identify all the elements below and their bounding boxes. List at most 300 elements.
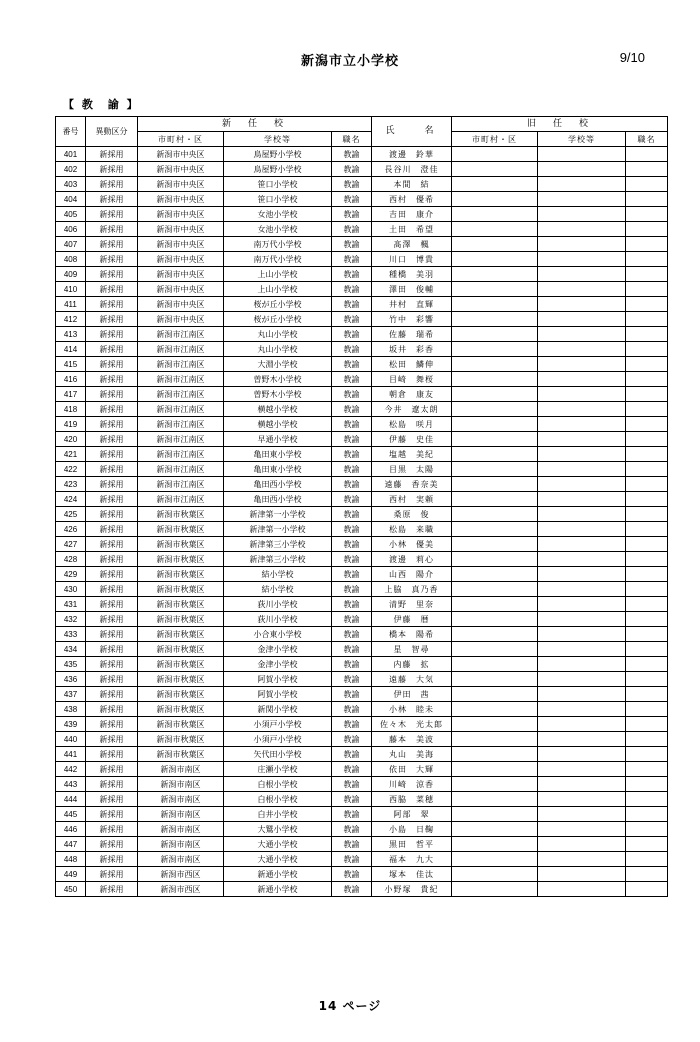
cell-kubun: 新採用 <box>86 477 138 492</box>
cell-no: 417 <box>56 387 86 402</box>
cell-kubun: 新採用 <box>86 207 138 222</box>
cell-name: 種橋 美羽 <box>372 267 452 282</box>
cell-name: 朝倉 康友 <box>372 387 452 402</box>
cell-name: 小林 優美 <box>372 537 452 552</box>
cell-new-school: 桜が丘小学校 <box>224 297 332 312</box>
cell-new-post: 教諭 <box>332 237 372 252</box>
cell-kubun: 新採用 <box>86 462 138 477</box>
cell-no: 415 <box>56 357 86 372</box>
cell-new-school: 新通小学校 <box>224 867 332 882</box>
header-old-group: 旧 任 校 <box>452 117 668 132</box>
cell-kubun: 新採用 <box>86 357 138 372</box>
cell-new-city: 新潟市秋葉区 <box>138 627 224 642</box>
cell-old-post <box>626 357 668 372</box>
cell-no: 443 <box>56 777 86 792</box>
cell-new-city: 新潟市中央区 <box>138 252 224 267</box>
cell-old-school <box>538 732 626 747</box>
cell-no: 430 <box>56 582 86 597</box>
cell-new-school: 小須戸小学校 <box>224 732 332 747</box>
cell-old-post <box>626 192 668 207</box>
table-row <box>56 462 668 477</box>
table-row <box>56 657 668 672</box>
cell-old-post <box>626 402 668 417</box>
cell-new-city: 新潟市南区 <box>138 777 224 792</box>
table-row <box>56 762 668 777</box>
table-row <box>56 267 668 282</box>
cell-no: 410 <box>56 282 86 297</box>
table-row <box>56 852 668 867</box>
table-row <box>56 537 668 552</box>
cell-kubun: 新採用 <box>86 852 138 867</box>
cell-kubun: 新採用 <box>86 552 138 567</box>
cell-old-post <box>626 372 668 387</box>
cell-no: 442 <box>56 762 86 777</box>
cell-old-post <box>626 477 668 492</box>
cell-kubun: 新採用 <box>86 237 138 252</box>
cell-name: 渡邊 莉心 <box>372 552 452 567</box>
cell-no: 437 <box>56 687 86 702</box>
cell-new-post: 教諭 <box>332 297 372 312</box>
cell-new-school: 白根小学校 <box>224 777 332 792</box>
cell-name: 上脇 真乃香 <box>372 582 452 597</box>
cell-old-school <box>538 762 626 777</box>
cell-new-school: 上山小学校 <box>224 282 332 297</box>
cell-old-post <box>626 492 668 507</box>
cell-name: 小野塚 貴紀 <box>372 882 452 897</box>
cell-no: 431 <box>56 597 86 612</box>
cell-no: 450 <box>56 882 86 897</box>
cell-name: 遠藤 香奈美 <box>372 477 452 492</box>
cell-new-city: 新潟市江南区 <box>138 387 224 402</box>
cell-new-school: 結小学校 <box>224 582 332 597</box>
cell-name: 福本 九大 <box>372 852 452 867</box>
cell-old-post <box>626 852 668 867</box>
cell-old-post <box>626 507 668 522</box>
table-row <box>56 147 668 162</box>
cell-old-post <box>626 147 668 162</box>
cell-old-post <box>626 837 668 852</box>
table-row <box>56 732 668 747</box>
cell-new-school: 荻川小学校 <box>224 612 332 627</box>
header-old-post: 職名 <box>626 132 668 147</box>
cell-new-school: 庄瀬小学校 <box>224 762 332 777</box>
cell-new-post: 教諭 <box>332 792 372 807</box>
table-row <box>56 597 668 612</box>
cell-no: 424 <box>56 492 86 507</box>
cell-name: 内藤 拡 <box>372 657 452 672</box>
cell-new-post: 教諭 <box>332 702 372 717</box>
cell-new-city: 新潟市中央区 <box>138 162 224 177</box>
cell-new-post: 教諭 <box>332 717 372 732</box>
cell-old-school <box>538 252 626 267</box>
cell-name: 土田 希望 <box>372 222 452 237</box>
cell-old-school <box>538 312 626 327</box>
cell-new-school: 結小学校 <box>224 567 332 582</box>
cell-name: 伊田 茜 <box>372 687 452 702</box>
cell-new-city: 新潟市秋葉区 <box>138 582 224 597</box>
cell-new-post: 教諭 <box>332 387 372 402</box>
cell-old-post <box>626 462 668 477</box>
cell-kubun: 新採用 <box>86 537 138 552</box>
cell-new-post: 教諭 <box>332 162 372 177</box>
cell-new-school: 大通小学校 <box>224 852 332 867</box>
cell-new-school: 金津小学校 <box>224 657 332 672</box>
cell-no: 449 <box>56 867 86 882</box>
cell-old-post <box>626 807 668 822</box>
table-row <box>56 237 668 252</box>
cell-no: 435 <box>56 657 86 672</box>
cell-new-school: 小合東小学校 <box>224 627 332 642</box>
table-row <box>56 507 668 522</box>
cell-name: 小島 日鞠 <box>372 822 452 837</box>
cell-old-city <box>452 162 538 177</box>
cell-old-school <box>538 447 626 462</box>
cell-old-city <box>452 147 538 162</box>
cell-old-school <box>538 327 626 342</box>
cell-old-school <box>538 357 626 372</box>
table-row <box>56 177 668 192</box>
cell-old-city <box>452 417 538 432</box>
header-new-city: 市町村・区 <box>138 132 224 147</box>
cell-name: 伊藤 史佳 <box>372 432 452 447</box>
cell-new-post: 教諭 <box>332 522 372 537</box>
cell-old-city <box>452 432 538 447</box>
cell-old-school <box>538 747 626 762</box>
cell-no: 418 <box>56 402 86 417</box>
cell-new-post: 教諭 <box>332 762 372 777</box>
cell-old-post <box>626 237 668 252</box>
cell-new-school: 南万代小学校 <box>224 252 332 267</box>
cell-kubun: 新採用 <box>86 522 138 537</box>
cell-old-post <box>626 657 668 672</box>
cell-old-school <box>538 177 626 192</box>
cell-new-post: 教諭 <box>332 372 372 387</box>
table-row <box>56 807 668 822</box>
cell-no: 405 <box>56 207 86 222</box>
page-title: 新潟市立小学校 <box>300 54 399 69</box>
cell-new-school: 早通小学校 <box>224 432 332 447</box>
cell-old-city <box>452 672 538 687</box>
cell-kubun: 新採用 <box>86 297 138 312</box>
table-row <box>56 882 668 897</box>
assignment-table <box>55 116 668 897</box>
cell-new-school: 阿賀小学校 <box>224 687 332 702</box>
cell-new-school: 鳥屋野小学校 <box>224 147 332 162</box>
cell-new-post: 教諭 <box>332 837 372 852</box>
table-row <box>56 747 668 762</box>
cell-old-school <box>538 522 626 537</box>
cell-name: 塚本 佳汰 <box>372 867 452 882</box>
cell-old-post <box>626 552 668 567</box>
cell-new-school: 上山小学校 <box>224 267 332 282</box>
cell-no: 411 <box>56 297 86 312</box>
cell-new-post: 教諭 <box>332 312 372 327</box>
cell-old-post <box>626 327 668 342</box>
cell-name: 黒田 哲平 <box>372 837 452 852</box>
cell-old-school <box>538 222 626 237</box>
cell-no: 428 <box>56 552 86 567</box>
table-row <box>56 387 668 402</box>
cell-old-post <box>626 387 668 402</box>
cell-old-city <box>452 297 538 312</box>
cell-no: 439 <box>56 717 86 732</box>
cell-new-school: 新津第三小学校 <box>224 537 332 552</box>
cell-kubun: 新採用 <box>86 687 138 702</box>
cell-old-school <box>538 282 626 297</box>
cell-old-school <box>538 582 626 597</box>
cell-kubun: 新採用 <box>86 642 138 657</box>
cell-kubun: 新採用 <box>86 792 138 807</box>
cell-name: 井村 直輝 <box>372 297 452 312</box>
cell-new-post: 教諭 <box>332 222 372 237</box>
cell-old-city <box>452 462 538 477</box>
cell-old-school <box>538 192 626 207</box>
cell-new-post: 教諭 <box>332 867 372 882</box>
cell-new-city: 新潟市中央区 <box>138 147 224 162</box>
cell-new-school: 白根小学校 <box>224 792 332 807</box>
cell-no: 404 <box>56 192 86 207</box>
cell-old-city <box>452 312 538 327</box>
cell-new-city: 新潟市中央区 <box>138 237 224 252</box>
cell-old-school <box>538 627 626 642</box>
cell-no: 416 <box>56 372 86 387</box>
cell-kubun: 新採用 <box>86 447 138 462</box>
cell-no: 425 <box>56 507 86 522</box>
cell-kubun: 新採用 <box>86 777 138 792</box>
cell-new-city: 新潟市西区 <box>138 882 224 897</box>
cell-old-city <box>452 507 538 522</box>
cell-name: 澤田 俊輔 <box>372 282 452 297</box>
cell-old-post <box>626 867 668 882</box>
cell-new-city: 新潟市秋葉区 <box>138 747 224 762</box>
cell-new-school: 新津第一小学校 <box>224 507 332 522</box>
cell-kubun: 新採用 <box>86 837 138 852</box>
cell-new-post: 教諭 <box>332 687 372 702</box>
table-row <box>56 372 668 387</box>
cell-new-city: 新潟市秋葉区 <box>138 612 224 627</box>
cell-old-city <box>452 837 538 852</box>
cell-old-post <box>626 777 668 792</box>
cell-kubun: 新採用 <box>86 282 138 297</box>
cell-new-city: 新潟市秋葉区 <box>138 522 224 537</box>
cell-new-school: 荻川小学校 <box>224 597 332 612</box>
cell-new-post: 教諭 <box>332 447 372 462</box>
cell-new-school: 横越小学校 <box>224 417 332 432</box>
cell-new-school: 亀田東小学校 <box>224 462 332 477</box>
cell-new-city: 新潟市江南区 <box>138 417 224 432</box>
cell-new-post: 教諭 <box>332 282 372 297</box>
cell-old-city <box>452 537 538 552</box>
cell-old-post <box>626 822 668 837</box>
cell-new-city: 新潟市秋葉区 <box>138 642 224 657</box>
header-new-group: 新 任 校 <box>138 117 372 132</box>
cell-old-school <box>538 852 626 867</box>
cell-name: 川口 博貴 <box>372 252 452 267</box>
cell-kubun: 新採用 <box>86 747 138 762</box>
cell-name: 西脇 菜穂 <box>372 792 452 807</box>
cell-old-school <box>538 372 626 387</box>
cell-new-school: 南万代小学校 <box>224 237 332 252</box>
cell-old-city <box>452 207 538 222</box>
cell-new-city: 新潟市江南区 <box>138 402 224 417</box>
cell-old-school <box>538 492 626 507</box>
cell-name: 西村 優希 <box>372 192 452 207</box>
cell-old-post <box>626 882 668 897</box>
cell-old-city <box>452 342 538 357</box>
cell-kubun: 新採用 <box>86 672 138 687</box>
cell-old-school <box>538 417 626 432</box>
cell-name: 佐藤 瑞希 <box>372 327 452 342</box>
table-row <box>56 402 668 417</box>
cell-kubun: 新採用 <box>86 627 138 642</box>
cell-new-post: 教諭 <box>332 267 372 282</box>
cell-new-city: 新潟市西区 <box>138 867 224 882</box>
cell-old-post <box>626 312 668 327</box>
cell-new-city: 新潟市中央区 <box>138 282 224 297</box>
table-row <box>56 867 668 882</box>
table-row <box>56 417 668 432</box>
cell-old-school <box>538 822 626 837</box>
cell-old-school <box>538 477 626 492</box>
cell-old-school <box>538 867 626 882</box>
cell-old-school <box>538 462 626 477</box>
cell-new-school: 小須戸小学校 <box>224 717 332 732</box>
cell-old-school <box>538 402 626 417</box>
cell-new-post: 教諭 <box>332 657 372 672</box>
cell-kubun: 新採用 <box>86 252 138 267</box>
cell-old-city <box>452 522 538 537</box>
cell-kubun: 新採用 <box>86 342 138 357</box>
cell-old-city <box>452 267 538 282</box>
cell-old-city <box>452 777 538 792</box>
table-row <box>56 627 668 642</box>
cell-new-post: 教諭 <box>332 207 372 222</box>
cell-old-city <box>452 747 538 762</box>
cell-new-city: 新潟市江南区 <box>138 432 224 447</box>
cell-new-school: 新津第三小学校 <box>224 552 332 567</box>
cell-new-city: 新潟市秋葉区 <box>138 687 224 702</box>
cell-new-post: 教諭 <box>332 147 372 162</box>
cell-kubun: 新採用 <box>86 507 138 522</box>
cell-new-school: 丸山小学校 <box>224 342 332 357</box>
cell-old-post <box>626 732 668 747</box>
cell-new-post: 教諭 <box>332 567 372 582</box>
cell-kubun: 新採用 <box>86 612 138 627</box>
table-row <box>56 717 668 732</box>
cell-name: 依田 大輝 <box>372 762 452 777</box>
cell-name: 目黒 太陽 <box>372 462 452 477</box>
cell-new-post: 教諭 <box>332 747 372 762</box>
cell-old-school <box>538 162 626 177</box>
cell-new-city: 新潟市江南区 <box>138 357 224 372</box>
cell-old-city <box>452 792 538 807</box>
cell-new-school: 新通小学校 <box>224 882 332 897</box>
cell-old-city <box>452 477 538 492</box>
cell-kubun: 新採用 <box>86 717 138 732</box>
cell-kubun: 新採用 <box>86 582 138 597</box>
cell-old-school <box>538 147 626 162</box>
cell-kubun: 新採用 <box>86 312 138 327</box>
cell-old-city <box>452 222 538 237</box>
cell-old-school <box>538 597 626 612</box>
cell-no: 436 <box>56 672 86 687</box>
cell-old-city <box>452 732 538 747</box>
cell-old-post <box>626 297 668 312</box>
cell-old-school <box>538 552 626 567</box>
header-kubun: 異動区分 <box>86 117 138 147</box>
cell-new-post: 教諭 <box>332 417 372 432</box>
cell-new-post: 教諭 <box>332 777 372 792</box>
cell-no: 441 <box>56 747 86 762</box>
cell-old-school <box>538 267 626 282</box>
cell-kubun: 新採用 <box>86 762 138 777</box>
cell-kubun: 新採用 <box>86 807 138 822</box>
cell-new-city: 新潟市江南区 <box>138 447 224 462</box>
cell-name: 藤本 美波 <box>372 732 452 747</box>
cell-new-post: 教諭 <box>332 492 372 507</box>
cell-name: 西村 実頼 <box>372 492 452 507</box>
cell-new-school: 笹口小学校 <box>224 192 332 207</box>
cell-new-post: 教諭 <box>332 852 372 867</box>
cell-new-school: 桜が丘小学校 <box>224 312 332 327</box>
cell-kubun: 新採用 <box>86 732 138 747</box>
cell-no: 427 <box>56 537 86 552</box>
cell-new-post: 教諭 <box>332 342 372 357</box>
cell-name: 長谷川 澄佳 <box>372 162 452 177</box>
cell-old-city <box>452 552 538 567</box>
cell-name: 渡邊 鈴華 <box>372 147 452 162</box>
cell-no: 422 <box>56 462 86 477</box>
cell-no: 413 <box>56 327 86 342</box>
cell-new-city: 新潟市中央区 <box>138 177 224 192</box>
cell-name: 橋本 陽希 <box>372 627 452 642</box>
cell-old-post <box>626 627 668 642</box>
table-row <box>56 192 668 207</box>
cell-no: 409 <box>56 267 86 282</box>
table-row <box>56 492 668 507</box>
cell-old-city <box>452 447 538 462</box>
cell-old-city <box>452 357 538 372</box>
page-fraction: 9/10 <box>619 50 645 65</box>
table-row <box>56 447 668 462</box>
cell-name: 塩越 美紀 <box>372 447 452 462</box>
cell-no: 429 <box>56 567 86 582</box>
cell-new-school: 亀田東小学校 <box>224 447 332 462</box>
header-new-school: 学校等 <box>224 132 332 147</box>
cell-name: 星 智尋 <box>372 642 452 657</box>
cell-old-post <box>626 747 668 762</box>
table-row <box>56 477 668 492</box>
cell-no: 402 <box>56 162 86 177</box>
cell-old-city <box>452 327 538 342</box>
cell-new-post: 教諭 <box>332 597 372 612</box>
cell-new-school: 亀田西小学校 <box>224 477 332 492</box>
cell-old-post <box>626 252 668 267</box>
cell-new-city: 新潟市中央区 <box>138 267 224 282</box>
table-row <box>56 297 668 312</box>
cell-new-city: 新潟市秋葉区 <box>138 537 224 552</box>
cell-old-school <box>538 207 626 222</box>
cell-new-city: 新潟市江南区 <box>138 327 224 342</box>
cell-old-city <box>452 717 538 732</box>
cell-new-city: 新潟市江南区 <box>138 492 224 507</box>
cell-new-city: 新潟市南区 <box>138 762 224 777</box>
page-header <box>55 52 645 92</box>
cell-old-post <box>626 222 668 237</box>
cell-new-city: 新潟市秋葉区 <box>138 507 224 522</box>
cell-no: 447 <box>56 837 86 852</box>
cell-new-post: 教諭 <box>332 822 372 837</box>
